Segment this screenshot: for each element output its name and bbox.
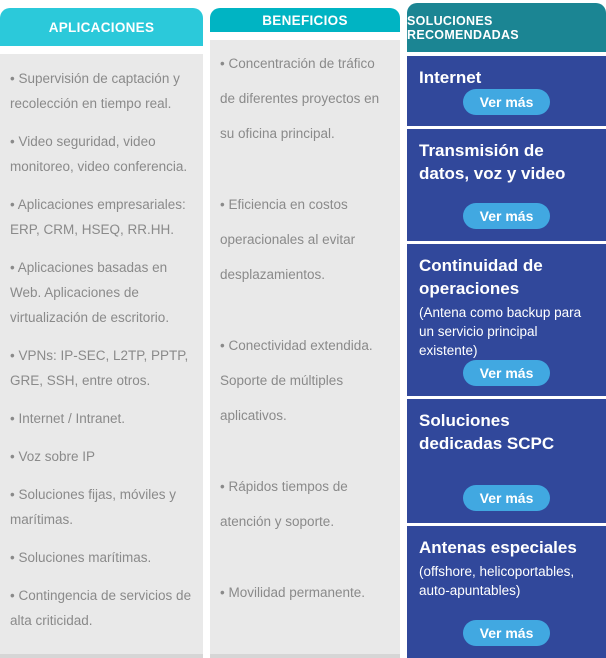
card-subtitle: (offshore, helicoportables, auto-apuntables) [419,564,575,598]
list-item: • Soluciones marítimas. [10,550,152,565]
aplicaciones-list [0,54,203,658]
list-item: • Eficiencia en costos operacionales al evitar desplazamientos. [220,197,356,282]
card-button-row [419,203,594,233]
card-transmision [407,129,606,241]
ver-mas-button[interactable]: Ver más [463,620,551,646]
aplicaciones-header-label: APLICACIONES [48,19,155,35]
soluciones-header-label: SOLUCIONES RECOMENDADAS [407,13,519,42]
card-antenas [407,526,606,658]
beneficios-header-label: BENEFICIOS [262,12,348,28]
ver-mas-button[interactable]: Ver más [463,89,551,115]
beneficios-list [210,40,400,658]
card-scpc [407,399,606,523]
list-item: • Supervisión de captación y recolección en tiempo real. [10,71,180,111]
list-item: • Concentración de tráfico de diferentes proyectos en su oficina principal. [220,56,380,141]
list-item: • Rápidos tiempos de atención y soporte. [220,479,348,529]
card-title: Soluciones dedicadas SCPC [419,411,555,453]
list-item: • Aplicaciones empresariales: ERP, CRM, HSEQ, RR.HH. [10,197,186,237]
list-item: • Aplicaciones basadas en Web. Aplicaciones de virtualización de escritorio. [10,260,170,325]
aplicaciones-header [0,8,203,46]
card-continuidad [407,244,606,396]
card-title: Internet [419,68,482,87]
list-item: • Movilidad permanente. [220,585,366,600]
card-button-row [419,89,594,119]
list-item: • Video seguridad, video monitoreo, video conferencia. [10,134,188,174]
card-title: Continuidad de operaciones [419,256,543,298]
column-beneficios [210,0,400,658]
ver-mas-button[interactable]: Ver más [463,360,551,386]
list-item: • VPNs: IP-SEC, L2TP, PPTP, GRE, SSH, entre otros. [10,348,189,388]
card-title: Antenas especiales [419,538,577,557]
list-item: • Soluciones fijas, móviles y marítimas. [10,487,177,527]
solution-cards [407,56,606,658]
beneficios-header [210,8,400,32]
soluciones-header [407,3,606,52]
ver-mas-button[interactable]: Ver más [463,485,551,511]
list-item: • Conectividad extendida. Soporte de múltiples aplicativos. [220,338,373,423]
list-item: • Contingencia de servicios de alta criticidad. [10,588,192,628]
list-item: • Internet / Intranet. [10,411,126,426]
list-item: • Voz sobre IP [10,449,96,464]
card-internet [407,56,606,126]
card-title: Transmisión de datos, voz y video [419,141,566,183]
card-button-row [419,620,594,650]
card-button-row [419,485,594,515]
card-subtitle: (Antena como backup para un servicio principal existente) [419,305,582,358]
ver-mas-button[interactable]: Ver más [463,203,551,229]
card-button-row [419,360,594,390]
column-soluciones [407,0,606,658]
column-aplicaciones [0,0,203,658]
